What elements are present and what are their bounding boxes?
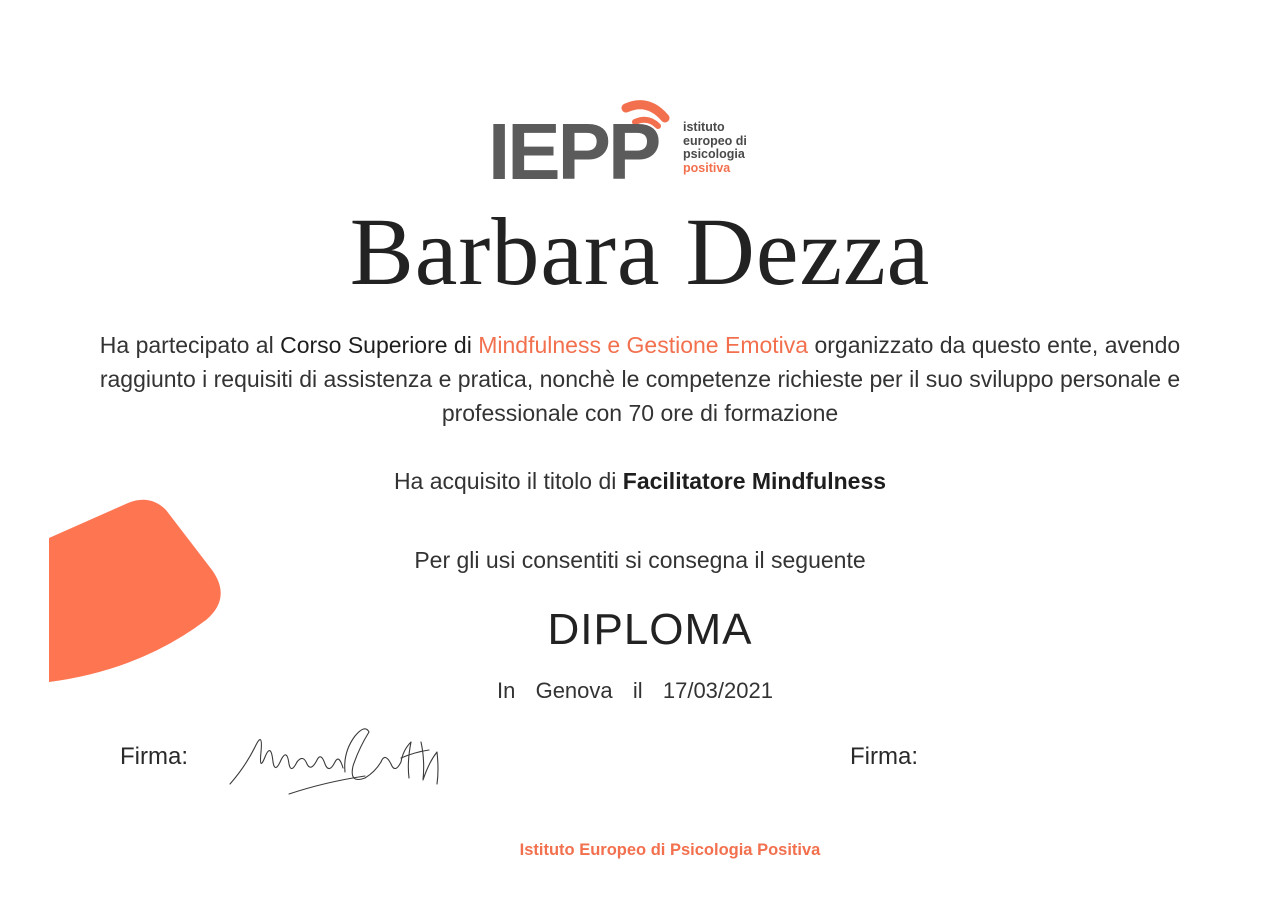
iepp-logo: [488, 94, 778, 190]
place-date: In Genova il 17/03/2021: [497, 678, 773, 703]
title-prefix: Ha acquisito il titolo di: [393, 468, 623, 494]
footer-institute: Istituto Europeo di Psicologia Positiva: [519, 841, 821, 859]
course-label: Corso Superiore di: [280, 332, 479, 358]
course-name: Mindfulness e Gestione Emotiva: [478, 332, 809, 358]
signature-label-left: Firma:: [120, 743, 188, 770]
body-rest: organizzato da questo ente, avendo raggiunto i requisiti di assistenza e pratica, nonchè le competenze richieste per il suo sviluppo personale e professionale con 70 ore di formazione: [99, 332, 1181, 426]
logo-tagline-line1: istituto: [683, 120, 725, 134]
logo-tagline-line4: positiva: [683, 160, 731, 175]
document-type: DIPLOMA: [547, 605, 753, 654]
logo-tagline-line3: psicologia: [683, 147, 745, 161]
logo-mark: [488, 94, 678, 190]
recipient-name: Barbara Dezza: [349, 198, 931, 305]
body-intro: Ha partecipato al: [99, 332, 281, 358]
handwritten-signature: [225, 712, 450, 802]
title-name: Facilitatore Mindfulness: [622, 468, 887, 494]
decorative-orange-shape: [0, 480, 240, 700]
logo-tagline-line2: europeo di: [683, 133, 747, 148]
deliver-line: Per gli usi consentiti si consegna il seguente: [414, 547, 866, 573]
title-acquired: [0, 464, 1280, 498]
signature-label-right: Firma:: [850, 743, 918, 770]
body-paragraph: [60, 328, 1220, 430]
logo-letters: IEPP: [488, 107, 659, 190]
logo-tagline: [683, 121, 747, 175]
